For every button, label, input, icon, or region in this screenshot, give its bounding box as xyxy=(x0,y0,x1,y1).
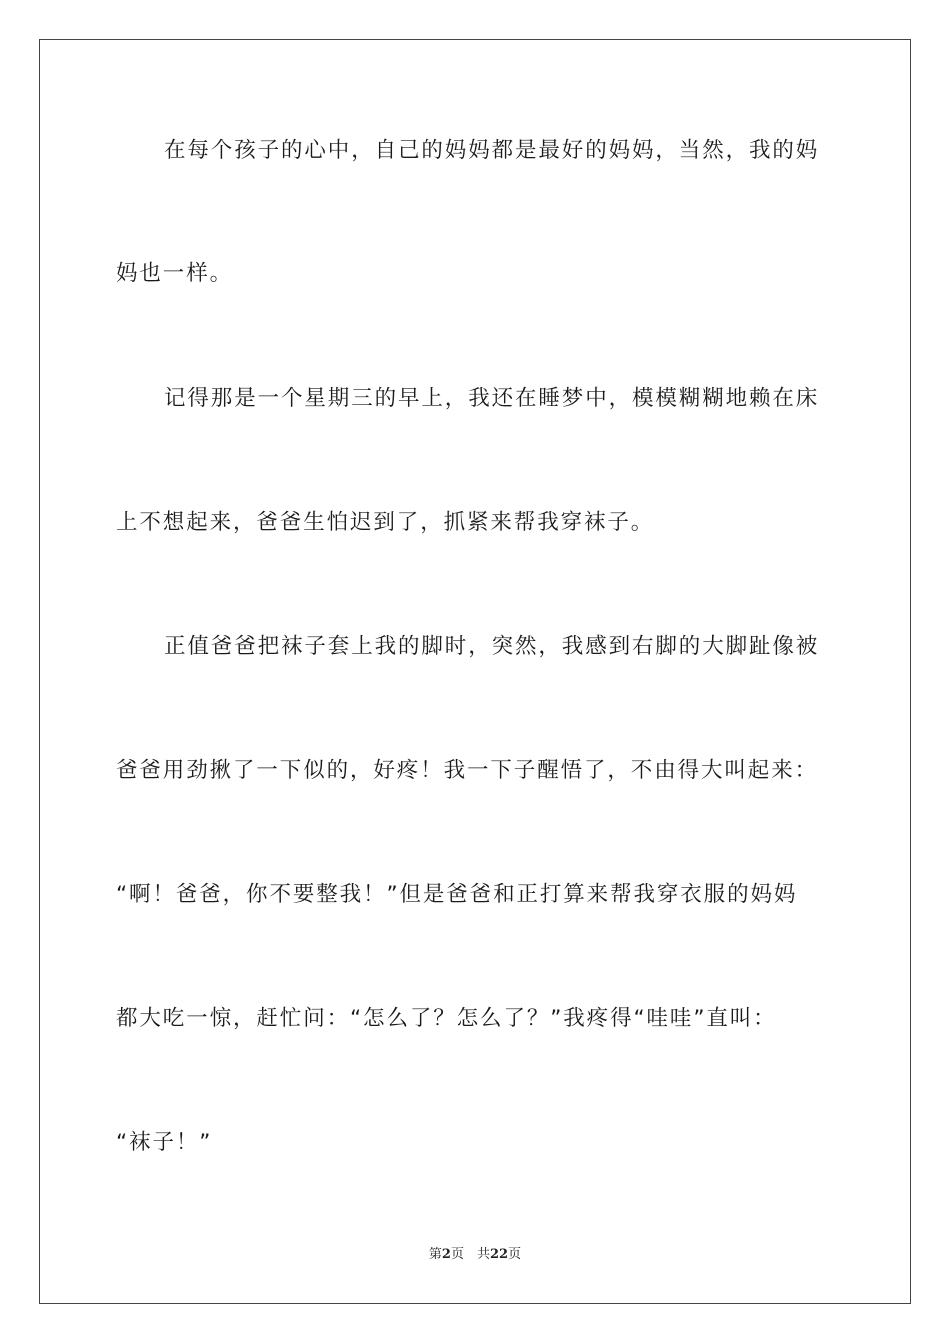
footer-prefix: 第 xyxy=(428,1247,442,1262)
paragraph-2-line-1: 记得那是一个星期三的早上，我还在睡梦中，模模糊糊地赖在床 xyxy=(164,386,820,411)
paragraph-1-line-2: 妈也一样。 xyxy=(116,261,234,286)
paragraph-3-line-2: 爸爸用劲揪了一下似的，好疼！我一下子醒悟了，不由得大叫起来： xyxy=(116,758,819,783)
current-page-number: 2 xyxy=(441,1247,451,1262)
footer-mid: 页 共 xyxy=(450,1247,490,1262)
paragraph-2-line-2: 上不想起来，爸爸生怕迟到了，抓紧来帮我穿袜子。 xyxy=(116,510,655,535)
paragraph-1-line-1: 在每个孩子的心中，自己的妈妈都是最好的妈妈，当然，我的妈 xyxy=(164,138,820,163)
paragraph-3-line-3: “啊！爸爸，你不要整我！”但是爸爸和正打算来帮我穿衣服的妈妈 xyxy=(116,882,798,907)
total-page-count: 22 xyxy=(489,1247,509,1262)
paragraph-3-line-5: “袜子！” xyxy=(116,1130,213,1155)
footer-suffix: 页 xyxy=(508,1247,522,1262)
page-number-footer xyxy=(0,1246,950,1264)
page-frame xyxy=(39,39,911,1304)
paragraph-3-line-4: 都大吃一惊，赶忙问：“怎么了？怎么了？”我疼得“哇哇”直叫： xyxy=(116,1006,777,1031)
paragraph-3-line-1: 正值爸爸把袜子套上我的脚时，突然，我感到右脚的大脚趾像被 xyxy=(164,634,820,659)
